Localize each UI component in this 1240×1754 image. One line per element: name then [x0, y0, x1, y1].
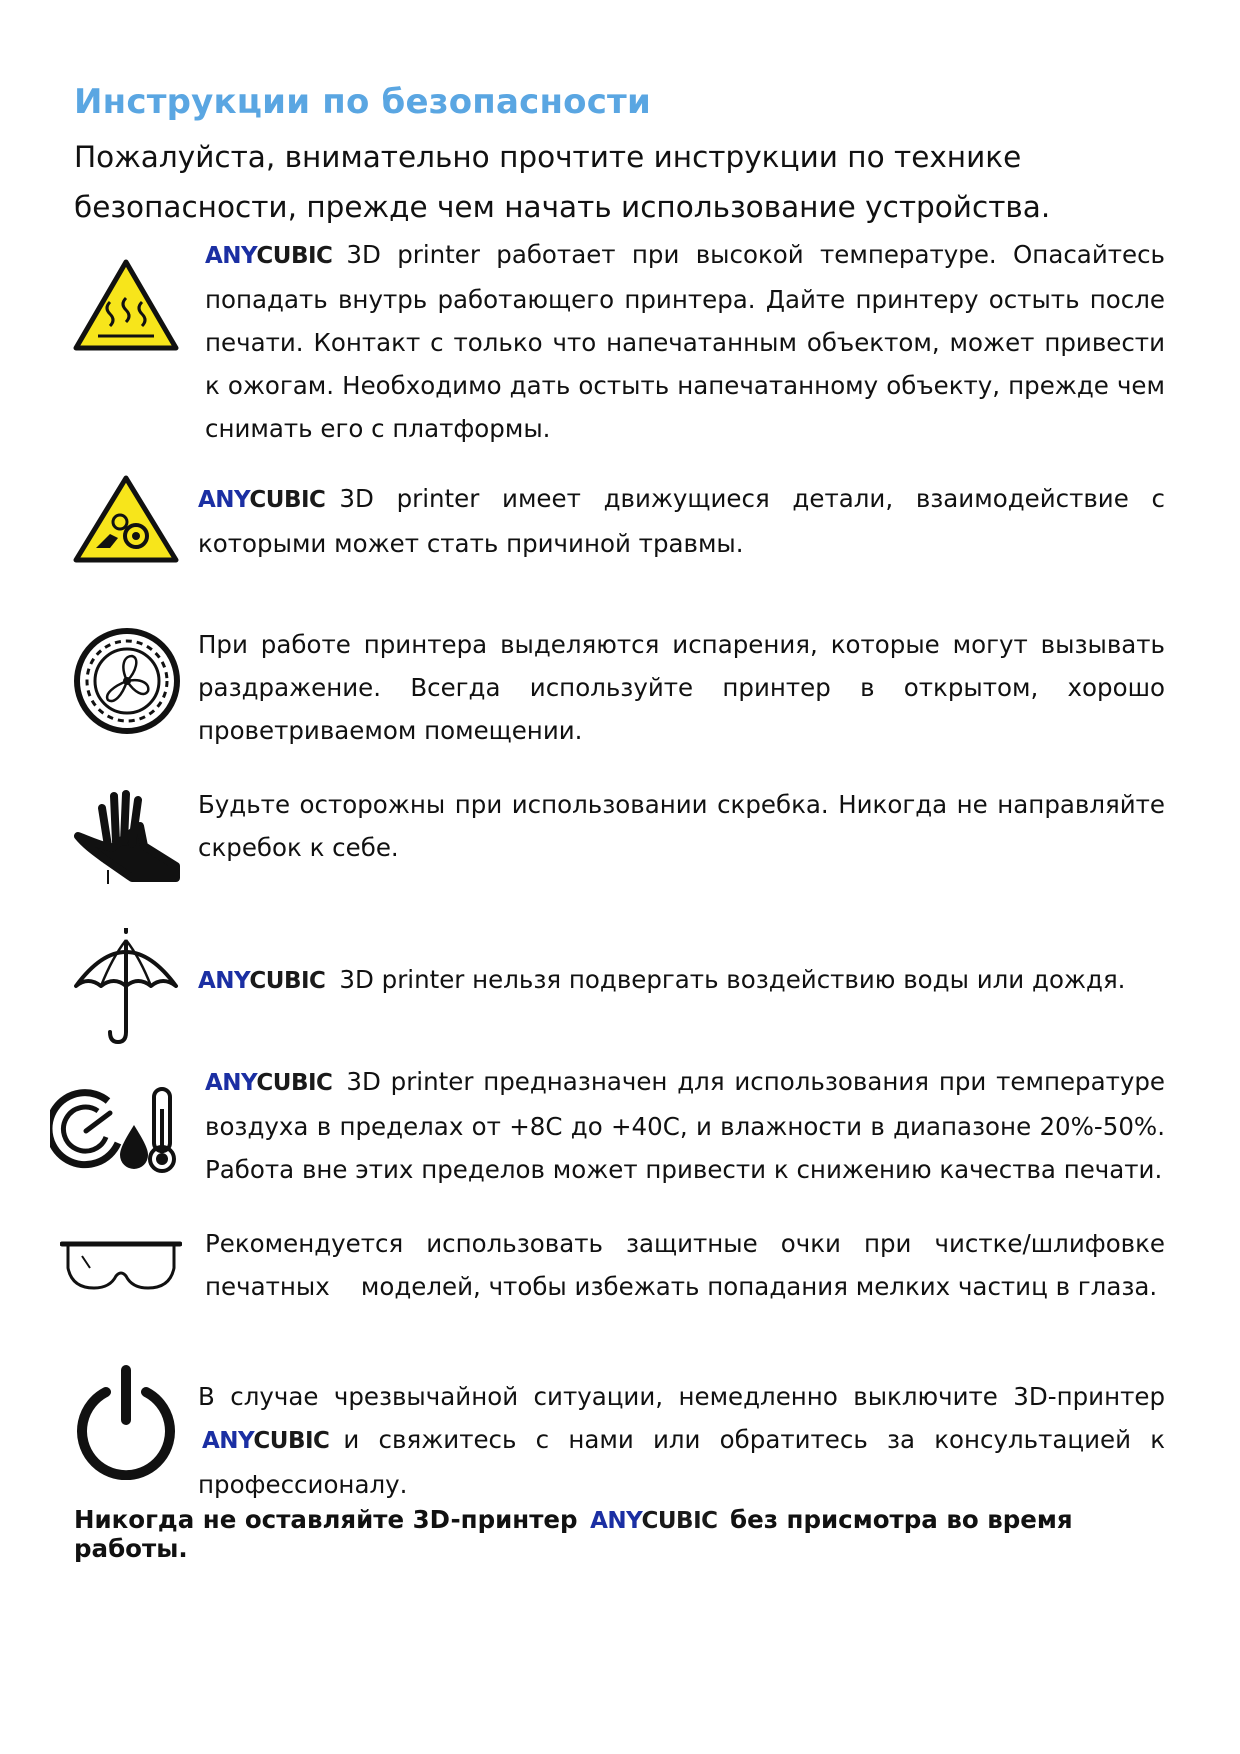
- emergency-text: В случае чрезвычайной ситуации, немедленно выключите 3D-принтер ANYCUBIC и свяжитесь с нами или обратитесь за консультацией к профессионалу.: [198, 1382, 1165, 1499]
- anycubic-brand: ANYCUBIC: [198, 487, 326, 513]
- moving-parts-warning-icon: [72, 474, 180, 566]
- anycubic-brand: ANYCUBIC: [590, 1508, 718, 1534]
- anycubic-brand: ANYCUBIC: [205, 1070, 333, 1096]
- hot-surface-text: ANYCUBIC 3D printer работает при высокой температуре. Опасайтесь попадать внутрь работающего принтера. Дайте принтеру остыть после печати. Контакт с только что напечатанным объектом, может привести к ожогам. Необходимо дать остыть напечатанному объекту, прежде чем снимать его с платформы.: [205, 240, 1165, 443]
- water-text: ANYCUBIC 3D printer нельзя подвергать воздействию воды или дождя.: [198, 965, 1126, 994]
- environment-conditions-icon: [50, 1083, 180, 1175]
- final-warning: Никогда не оставляйте 3D-принтер ANYCUBIC без присмотра во время работы.: [74, 1505, 1073, 1563]
- goggles-text: Рекомендуется использовать защитные очки при чистке/шлифовке печатных моделей, чтобы избежать попадания мелких частиц в глаза.: [205, 1229, 1173, 1301]
- fumes-text: При работе принтера выделяются испарения, которые могут вызывать раздражение. Всегда используйте принтер в открытом, хорошо проветриваемом помещении.: [198, 630, 1165, 745]
- umbrella-icon: [72, 928, 180, 1046]
- moving-parts-text: ANYCUBIC 3D printer имеет движущиеся детали, взаимодействие с которыми может стать причиной травмы.: [198, 484, 1165, 558]
- cut-hand-icon: [72, 786, 180, 886]
- scraper-text: Будьте осторожны при использовании скребка. Никогда не направляйте скребок к себе.: [198, 790, 1165, 862]
- page-title: Инструкции по безопасности: [74, 82, 651, 122]
- anycubic-brand: ANYCUBIC: [205, 243, 333, 269]
- intro-paragraph: Пожалуйста, внимательно прочтите инструкции по технике безопасности, прежде чем начать использование устройства.: [74, 140, 1051, 224]
- hot-surface-warning-icon: [72, 258, 180, 354]
- environment-text: ANYCUBIC 3D printer предназначен для использования при температуре воздуха в пределах от +8C до +40C, и влажности в диапазоне 20%-50%. Работа вне этих пределов может привести к снижению качества печати.: [205, 1067, 1165, 1184]
- anycubic-brand: ANYCUBIC: [202, 1428, 330, 1454]
- anycubic-brand: ANYCUBIC: [198, 968, 326, 994]
- ventilation-fan-icon: [72, 626, 182, 736]
- power-icon: [72, 1362, 180, 1480]
- safety-goggles-icon: [60, 1238, 182, 1294]
